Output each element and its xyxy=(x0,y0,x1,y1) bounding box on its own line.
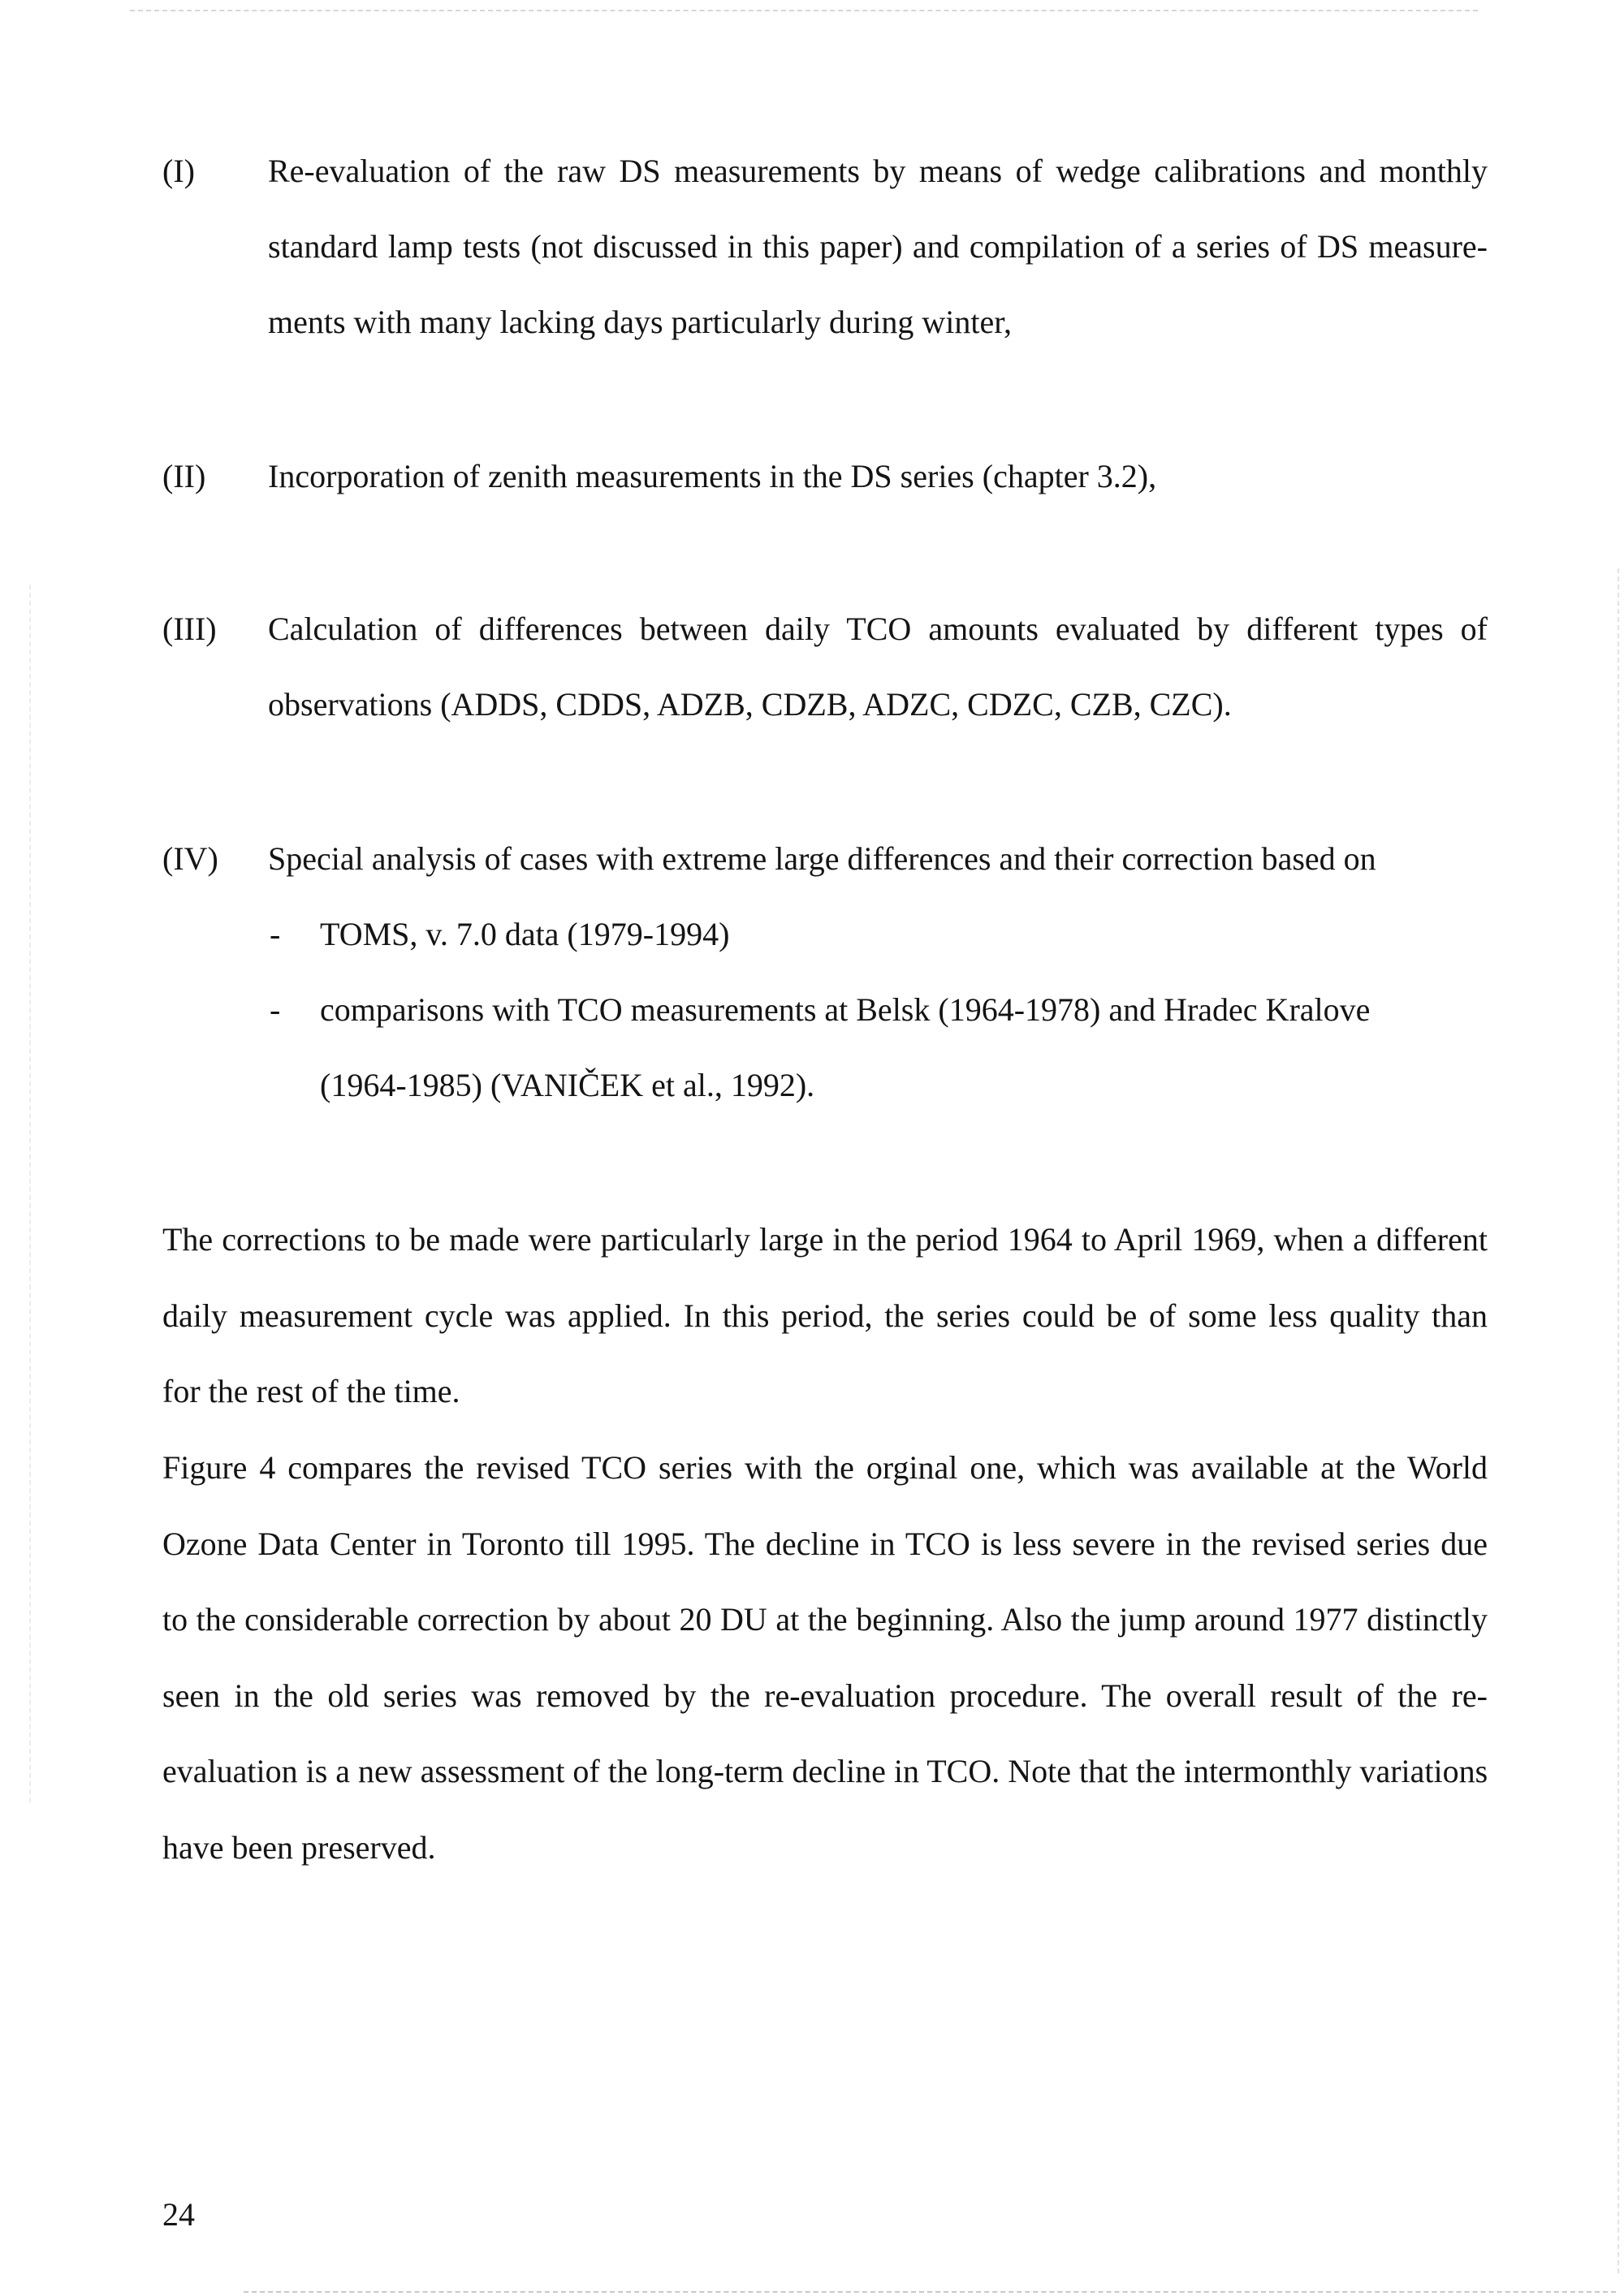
body-paragraph-2 xyxy=(162,1430,1488,1885)
sub-item-text xyxy=(320,972,1419,1123)
text-line: observations (ADDS, CDDS, ADZB, CDZB, ADZC, CDZC, CZB, CZC). xyxy=(268,686,1232,723)
body-paragraph-1 xyxy=(162,1202,1488,1430)
page-number: 24 xyxy=(162,2196,195,2233)
text-line: to the considerable correction by about 20 DU at the beginning. Also the jump around 1977 distinctly xyxy=(162,1601,1488,1638)
text-line: Special analysis of cases with extreme large differences and their correction based on xyxy=(268,840,1376,877)
list-item-number: (I) xyxy=(162,153,195,189)
text-line: TOMS, v. 7.0 data (1979-1994) xyxy=(320,916,730,952)
text-line: standard lamp tests (not discussed in this paper) and compilation of a series of DS measure- xyxy=(268,228,1488,265)
list-item-text xyxy=(268,133,1488,360)
list-item-number: (IV) xyxy=(162,840,218,877)
text-line: comparisons with TCO measurements at Belsk (1964-1978) and Hradec Kralove xyxy=(320,991,1371,1028)
text-line: ments with many lacking days particularly during winter, xyxy=(268,304,1012,340)
text-line: Re-evaluation of the raw DS measurements by means of wedge calibrations and monthly xyxy=(268,153,1488,189)
sub-item-text xyxy=(320,896,1457,972)
scan-edge-bottom xyxy=(244,2291,1616,2293)
text-line: The corrections to be made were particularly large in the period 1964 to April 1969, when a different xyxy=(162,1221,1488,1258)
list-item-number: (II) xyxy=(162,458,206,494)
text-line: Incorporation of zenith measurements in the DS series (chapter 3.2), xyxy=(268,458,1157,494)
text-line: evaluation is a new assessment of the long-term decline in TCO. Note that the intermonthly variations xyxy=(162,1753,1488,1789)
scan-edge-right xyxy=(1618,568,1619,2273)
list-item-text xyxy=(268,438,1488,514)
list-item-text xyxy=(268,591,1488,742)
text-line: Calculation of differences between daily TCO amounts evaluated by different types of xyxy=(268,611,1488,647)
text-line: for the rest of the time. xyxy=(162,1373,460,1409)
scan-edge-top xyxy=(130,10,1478,11)
text-line: daily measurement cycle was applied. In this period, the series could be of some less quality than xyxy=(162,1297,1488,1334)
text-line: (1964-1985) (VANIČEK et al., 1992). xyxy=(320,1067,815,1103)
text-line: have been preserved. xyxy=(162,1828,436,1866)
list-item-text xyxy=(268,821,1462,896)
text-line: Ozone Data Center in Toronto till 1995. The decline in TCO is less severe in the revised series due xyxy=(162,1525,1488,1562)
bullet-dash: - xyxy=(270,991,281,1028)
text-line: Figure 4 compares the revised TCO series with the orginal one, which was available at the World xyxy=(162,1449,1488,1486)
scan-edge-left xyxy=(29,585,31,1802)
list-item-number: (III) xyxy=(162,611,217,647)
bullet-dash: - xyxy=(270,916,281,952)
text-line: seen in the old series was removed by the re-evaluation procedure. The overall result of the re- xyxy=(162,1677,1488,1714)
